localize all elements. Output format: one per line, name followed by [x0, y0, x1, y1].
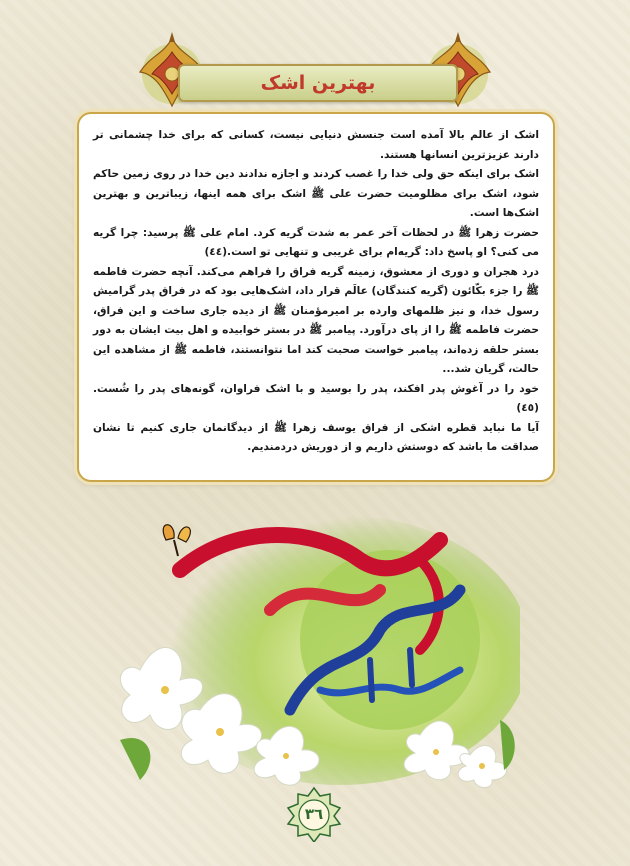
- page-number-badge: [286, 786, 342, 842]
- page-title: بهترین اشک: [260, 72, 376, 94]
- butterfly-icon: [163, 525, 190, 556]
- paragraph: اشک از عالم بالا آمده است جنسش دنیایی نیست، کسانی که برای خدا چشمانی تر دارند عزیزترین انسانها هستند.: [93, 129, 539, 161]
- paragraph: درد هجران و دوری از معشوق، زمینه گریه فراق را فراهم می‌کند. آنچه حضرت فاطمه ﷺ را جزء بکّائون (گریه کنندگان) عالَم قرار داد، اشک‌هایی بود که در فراق پدر گرامیش رسول خدا، و نیز ظلمهای وارده بر امیرمؤمنان ﷺ از دیده جاری ساخت و این فراق، حضرت فاطمه ﷺ را از پای درآورد. پیامبر ﷺ در بستر خوابیده و اهل بیت ایشان به دور بستر حلقه زده‌اند، پیامبر خواست صحبت کند اما نتوانستند، فاطمه ﷺ از مشاهده این حالت، گریان شد...: [93, 265, 539, 375]
- paragraph: حضرت زهرا ﷺ در لحظات آخر عمر به شدت گریه کرد. امام علی ﷺ پرسید: چرا گریه می کنی؟ او پاسخ داد: گریه‌ام برای غریبی و تنهایی تو است.(٤٤): [93, 226, 539, 258]
- paragraph: آیا ما نباید قطره اشکی از فراق یوسف زهرا ﷺ از دیدگانمان جاری کنیم تا نشان صداقت ما باشد که دوستش داریم و از دوریش دردمندیم.: [93, 421, 539, 453]
- page-number: ٣٦: [304, 805, 324, 823]
- calligraphy-artwork: [120, 500, 520, 790]
- paragraph: اشک برای اینکه حق ولی خدا را غصب کردند و اجازه ندادند دین خدا در روی زمین حاکم شود، اشک برای مظلومیت حضرت علی ﷺ اشک برای همه اینها، زیباترین و بهترین اشک‌ها است.: [93, 168, 539, 219]
- text-box: [77, 112, 555, 482]
- title-banner: [178, 64, 458, 102]
- paragraph: خود را در آغوش پدر افکند، پدر را بوسید و با اشک فراوان، گونه‌های پدر را شُست.(٤٥): [93, 382, 539, 414]
